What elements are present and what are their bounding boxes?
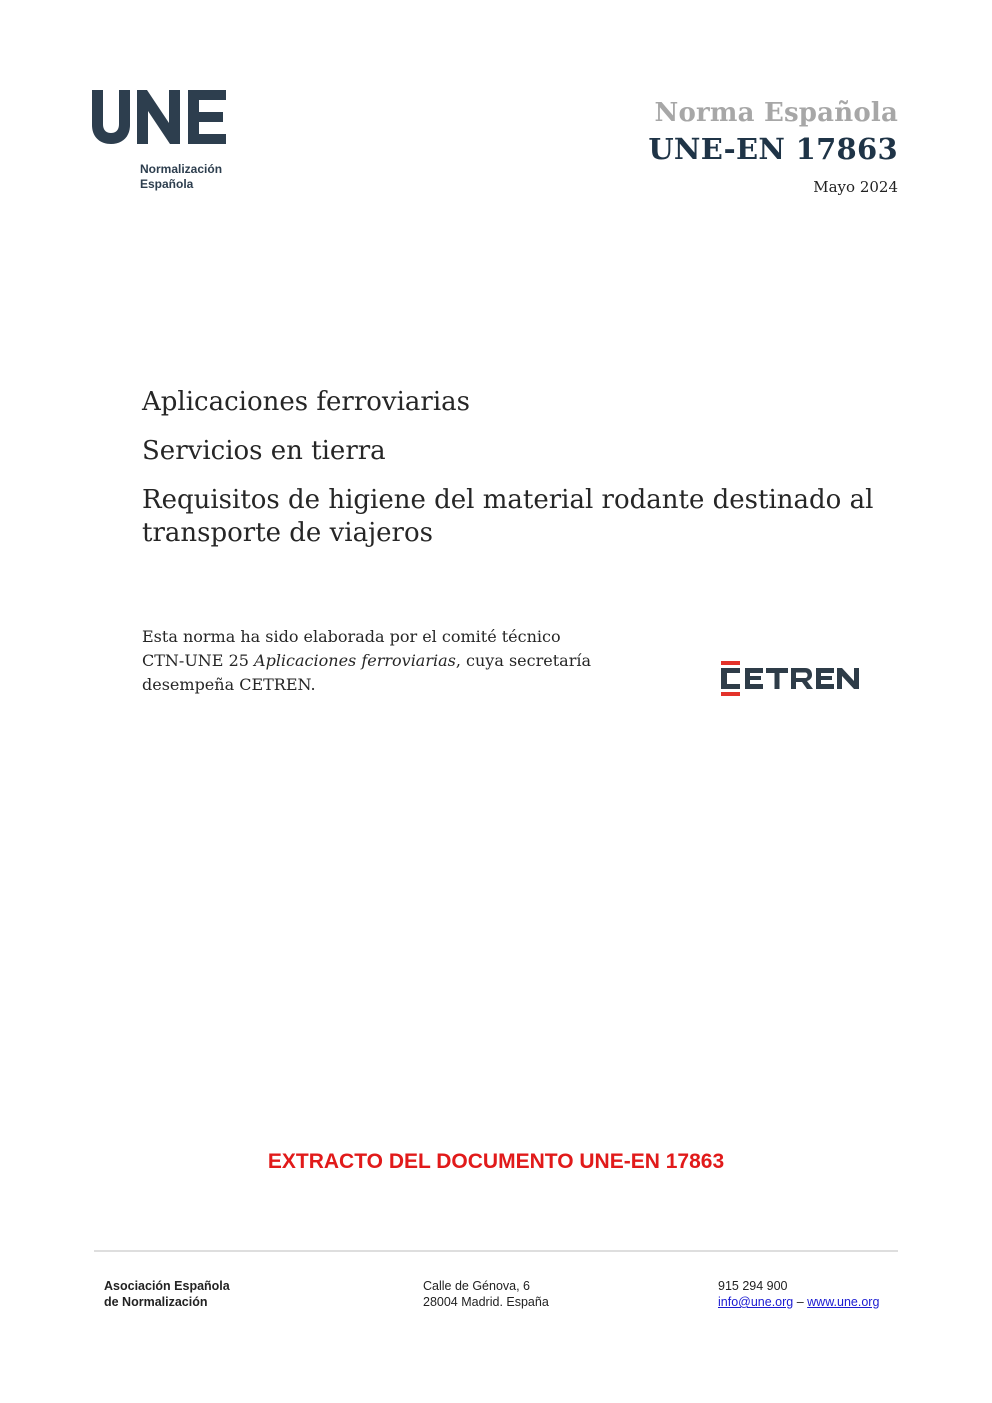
website-link[interactable]: www.une.org bbox=[807, 1295, 880, 1309]
footer-org-line1: Asociación Española bbox=[104, 1279, 230, 1293]
footer-contact bbox=[718, 1278, 879, 1310]
title-line-2: Servicios en tierra bbox=[142, 436, 386, 466]
footer-phone: 915 294 900 bbox=[718, 1279, 788, 1293]
footer-address-line1: Calle de Génova, 6 bbox=[423, 1279, 531, 1293]
document-title bbox=[142, 386, 882, 550]
committee-line-2 bbox=[142, 649, 662, 673]
committee-line-3: desempeña CETREN. bbox=[142, 675, 316, 694]
footer-address bbox=[423, 1278, 549, 1310]
norm-code: UNE-EN 17863 bbox=[648, 132, 898, 166]
title-line-1: Aplicaciones ferroviarias bbox=[142, 387, 470, 417]
extract-banner: EXTRACTO DEL DOCUMENTO UNE-EN 17863 bbox=[267, 1150, 725, 1173]
committee-line-1: Esta norma ha sido elaborada por el comité técnico bbox=[142, 627, 561, 646]
email-link[interactable]: info@une.org bbox=[718, 1295, 794, 1309]
footer-divider bbox=[94, 1250, 898, 1252]
committee-name: Aplicaciones ferroviarias bbox=[254, 651, 456, 670]
footer-org-line2: de Normalización bbox=[104, 1295, 208, 1309]
footer-link-separator: – bbox=[793, 1295, 808, 1309]
une-subtitle-line2: Española bbox=[140, 177, 194, 191]
title-line-3b: transporte de viajeros bbox=[142, 518, 433, 548]
standard-header bbox=[648, 96, 898, 198]
cetren-logo bbox=[720, 660, 865, 698]
title-line-3a: Requisitos de higiene del material rodante destinado al bbox=[142, 485, 874, 515]
committee-statement bbox=[142, 625, 662, 697]
committee-prefix: CTN-UNE 25 bbox=[142, 651, 255, 670]
norm-date: Mayo 2024 bbox=[813, 178, 898, 196]
title-line-3 bbox=[142, 484, 882, 550]
norm-label: Norma Española bbox=[654, 98, 898, 128]
footer-address-line2: 28004 Madrid. España bbox=[423, 1295, 549, 1309]
une-logo bbox=[92, 90, 232, 200]
une-logo-subtitle bbox=[140, 162, 222, 192]
une-subtitle-line1: Normalización bbox=[140, 162, 223, 176]
une-wordmark-logo bbox=[92, 90, 226, 144]
footer-organization bbox=[104, 1278, 230, 1310]
footer-links bbox=[718, 1294, 879, 1310]
committee-suffix: , cuya secretaría bbox=[455, 651, 591, 670]
